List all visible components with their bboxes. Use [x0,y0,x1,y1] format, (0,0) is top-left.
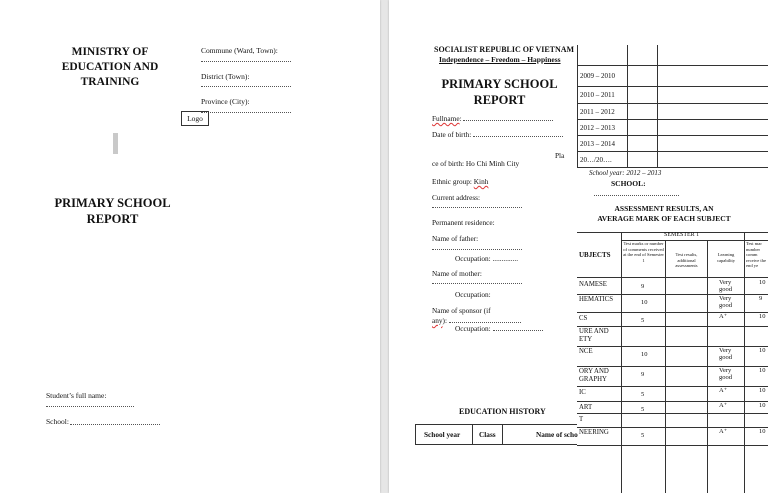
mother-label: Name of mother: [432,269,482,278]
ministry-heading [40,45,180,90]
sponsor-occupation-dots [493,330,543,331]
subject-capability: A⁺ [719,313,728,320]
edu-table-div-1 [472,424,473,445]
student-name-dots [46,406,134,407]
subject-mark-2: 10 [759,279,766,286]
year-row-3: 2011 – 2012 [580,108,615,116]
subject-mark: 5 [641,317,645,324]
assessment-heading [579,204,749,224]
ethnic-value: Kinh [473,177,489,186]
permanent-residence-label: Permanent residence: [432,218,495,227]
ethnic-label: Ethnic group: [432,177,472,186]
subject-mark: 9 [641,371,645,378]
subject-name: T [579,416,584,423]
col-test-marks-2: Test mar number comm receive the end ye [746,241,767,269]
logo-box: Logo [181,111,209,126]
subject-name: NEERING [579,429,609,436]
father-occupation: Occupation: .............. [455,254,519,263]
subject-capability: Very good [719,279,732,293]
subject-mark: 5 [641,391,645,398]
sponsor-dots [449,322,521,323]
father-dots [432,249,522,250]
place-of-birth: ce of birth: Ho Chi Minh City [432,159,520,168]
assess-row-line [577,326,768,327]
pla-text: Pla [555,151,565,160]
student-name-label: Student’s full name: [46,391,107,400]
father-label: Name of father: [432,234,479,243]
subject-name: NCE [579,348,593,355]
current-address-dots [432,207,522,208]
year-table-div-1 [627,45,628,168]
year-row-2: 2010 – 2011 [580,91,615,99]
commune-label: Commune (Ward, Town): [201,46,278,55]
subject-name: URE AND ETY [579,328,609,343]
subject-mark-2: 10 [759,367,766,374]
subject-mark-2: 10 [759,428,766,435]
ministry-line-2: EDUCATION AND [61,61,159,73]
edu-table-bottom [415,444,577,445]
assess-row-line [577,445,768,446]
col-test-marks: Test marks or number of comments received at the end of Semester 1 [623,241,664,263]
subject-mark: 10 [641,351,648,358]
ethnic-field [432,177,488,186]
subject-mark-2: 10 [759,347,766,354]
year-table-left [577,45,578,168]
school-dots-2 [594,195,679,196]
subject-capability: A⁺ [719,402,728,409]
year-row-4: 2012 – 2013 [580,124,615,132]
school-heading: SCHOOL: [611,179,646,188]
subject-capability: Very good [719,347,732,361]
year-line-6 [577,151,768,152]
motto: Independence – Freedom – Happiness [439,55,561,64]
dob-label: Date of birth: [432,130,472,139]
subject-mark: 5 [641,406,645,413]
ministry-line-1: MINISTRY OF [71,46,149,58]
text-cursor [113,133,118,154]
district-label: District (Town): [201,72,250,81]
subject-name: ART [579,404,593,411]
report-title-2-line-1: PRIMARY SCHOOL [441,77,558,91]
fullname-dots [463,120,553,121]
col-learning-capability: Learning capability [716,252,736,263]
sponsor-label: Name of sponsor (if [432,306,491,315]
assessment-line-1: ASSESSMENT RESULTS, AN [614,204,714,213]
subject-mark-2: 10 [759,402,766,409]
report-title-2 [432,76,567,108]
commune-dots [201,61,291,62]
sponsor-occupation [455,324,543,333]
sponsor-occupation-label: Occupation: [455,324,491,333]
semester-label: SEMESTER 1 [664,232,700,238]
school-dots [70,424,160,425]
subject-mark-2: 10 [759,313,766,320]
year-line-3 [577,103,768,104]
year-line-4 [577,119,768,120]
edu-table-left [415,424,416,445]
province-label: Province (City): [201,97,250,106]
province-dots [201,112,291,113]
dob-dots [473,136,563,137]
year-table-div-2 [657,45,658,168]
republic-heading: SOCIALIST REPUBLIC OF VIETNAM [434,45,575,54]
district-dots [201,86,291,87]
edu-header-class: Class [479,430,496,439]
year-line-7 [577,167,768,168]
subject-capability: A⁺ [719,387,728,394]
education-history-heading: EDUCATION HISTORY [459,407,546,416]
edu-table-top [415,424,577,425]
col-test-results: Test results, additional assessments [675,252,698,269]
school-year: School year: 2012 – 2013 [589,169,662,177]
subject-name: ORY AND GRAPHY [579,368,609,383]
subject-capability: Very good [719,295,732,309]
report-title-line-1: PRIMARY SCHOOL [54,196,171,210]
year-line-2 [577,86,768,87]
fullname-label: Fullname [432,114,460,123]
subject-mark-2: 9 [759,295,763,302]
edu-header-year: School year [424,430,461,439]
ministry-line-3: TRAINING [80,76,140,88]
mother-dots [432,283,522,284]
assess-row-line [577,413,768,414]
year-line-5 [577,135,768,136]
subject-name: HEMATICS [579,296,613,303]
page-2 [389,0,768,493]
sponsor-any: any [432,316,443,325]
year-row-5: 2013 – 2014 [580,140,615,148]
edu-table-div-2 [502,424,503,445]
year-row-6: 20…/20…. [580,156,612,164]
assess-div-4 [744,232,745,493]
assessment-line-2: AVERAGE MARK OF EACH SUBJECT [597,214,731,223]
year-row-1: 2009 – 2010 [580,72,615,80]
subject-capability: A⁺ [719,428,728,435]
fullname-field: Fullname: [432,114,553,123]
subject-mark: 10 [641,299,648,306]
report-title-2-line-2: REPORT [473,93,526,107]
subject-name: IC [579,389,586,396]
assess-header-bottom [577,277,768,278]
subject-mark: 9 [641,283,645,290]
subject-capability: Very good [719,367,732,381]
edu-header-school: Name of scho [536,430,578,439]
subjects-header: UBJECTS [579,251,611,259]
dob-field [432,130,563,139]
subject-name: CS [579,315,588,322]
school-label: School: [46,417,69,426]
subject-name: NAMESE [579,281,607,288]
report-title [40,195,185,227]
report-title-line-2: REPORT [86,212,139,226]
subject-mark-2: 10 [759,387,766,394]
assess-div-1 [621,232,622,493]
subject-mark: 5 [641,432,645,439]
mother-occupation: Occupation: [455,290,491,299]
page-1 [0,0,380,493]
year-line-1 [577,65,768,66]
current-address-label: Current address: [432,193,481,202]
sponsor-colon: ): [442,316,448,325]
